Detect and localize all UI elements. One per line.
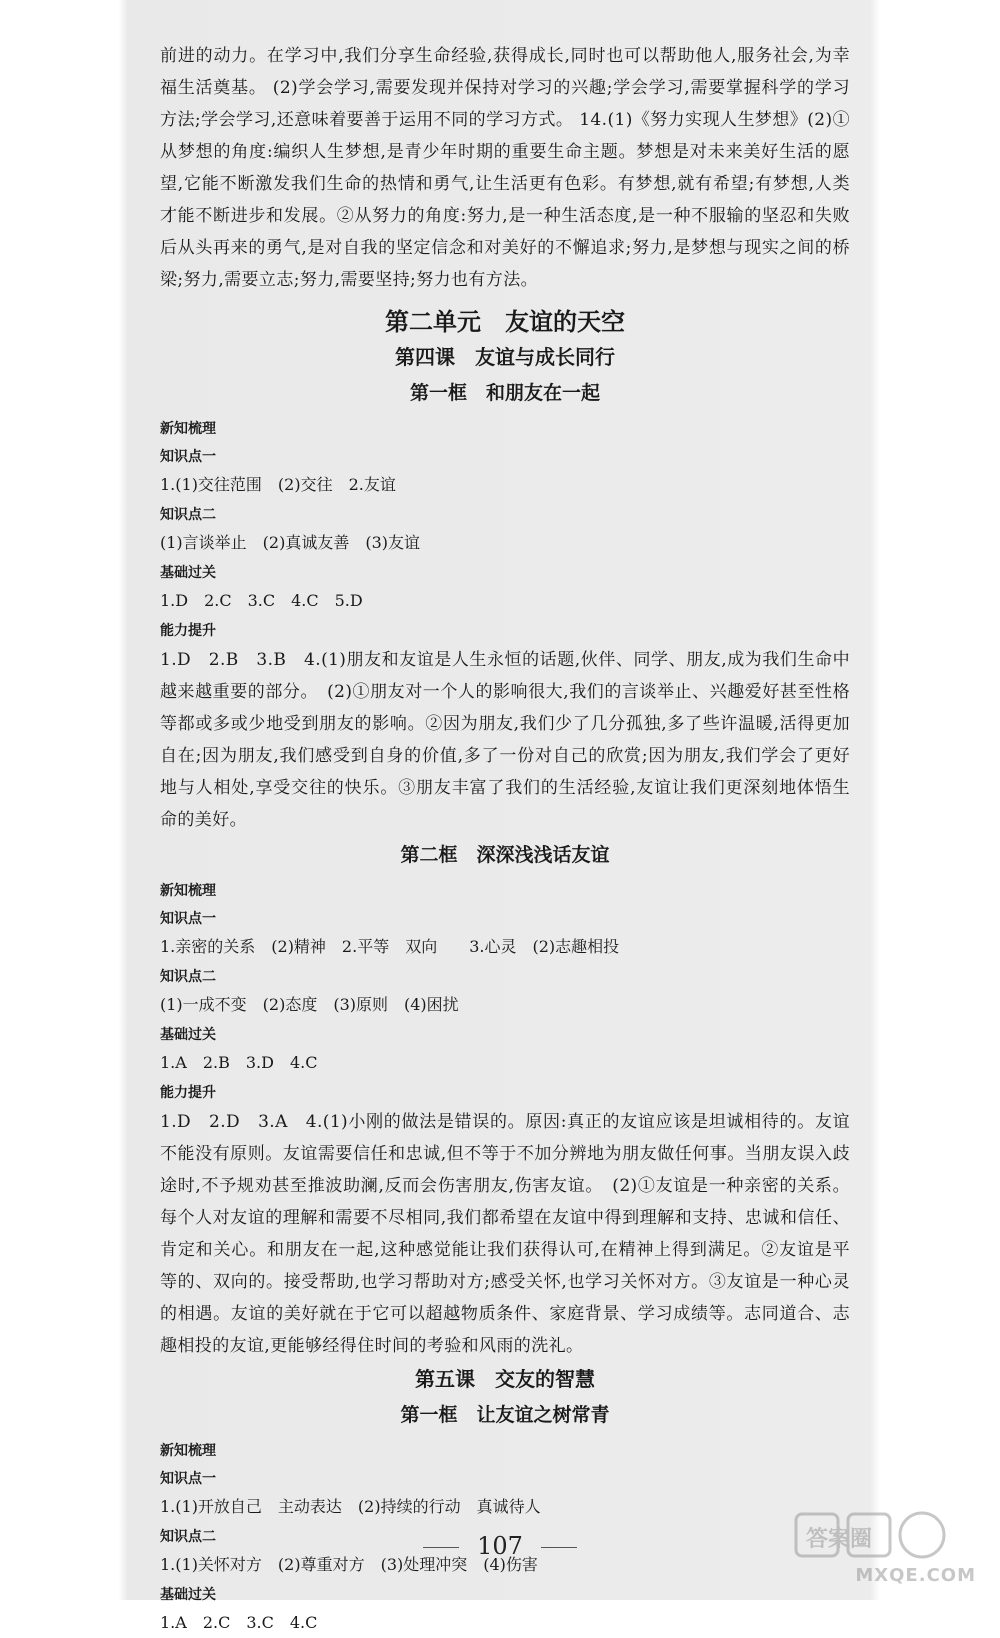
ability-section-label: 能力提升 <box>160 1085 216 1101</box>
ability-answers: 1.D 2.D 3.A 4.(1)小刚的做法是错误的。原因:真正的友谊应该是坦诚相待的。友谊不能没有原则。友谊需要信任和忠诚,但不等于不加分辨地为朋友做任何事。当朋友误入歧途时,不予规劝甚至推波助澜,反而会伤害朋友,伤害友谊。 (2)①友谊是一种亲密的关系。每个人对友谊的理解和需要不尽相同,我们都希望在友谊中得到理解和支持、忠诚和信任、肯定和关心。和朋友在一起,这种感觉能让我们获得认可,在精神上得到满足。②友谊是平等的、双向的。接受帮助,也学习帮助对方;感受关怀,也学习关怀对方。③友谊是一种心灵的相遇。友谊的美好就在于它可以超越物质条件、家庭背景、学习成绩等。志同道合、志趣相投的友谊,更能够经得住时间的考验和风雨的洗礼。 <box>160 1112 850 1356</box>
page-number-dash-right <box>541 1547 577 1548</box>
watermark-logo-text: 答案圈 <box>806 1527 873 1552</box>
page-content <box>160 40 850 1638</box>
lesson4-title: 第四课 友谊与成长同行 <box>395 345 615 369</box>
top-answer-paragraph: 前进的动力。在学习中,我们分享生命经验,获得成长,同时也可以帮助他人,服务社会,为幸福生活奠基。 (2)学会学习,需要发现并保持对学习的兴趣;学会学习,需要掌握科学的学习方法;学会学习,还意味着要善于运用不同的学习方式。 14.(1)《努力实现人生梦想》(2)①从梦想的角度:编织人生梦想,是青少年时期的重要生命主题。梦想是对未来美好生活的愿望,它能不断激发我们生命的热情和勇气,让生活更有色彩。有梦想,就有希望;有梦想,人类才能不断进步和发展。②从努力的角度:努力,是一种生活态度,是一种不服输的坚忍和失败后从头再来的勇气,是对自我的坚定信念和对美好的不懈追求;努力,是梦想与现实之间的桥梁;努力,需要立志;努力,需要坚持;努力也有方法。 <box>160 46 850 290</box>
lesson5-title: 第五课 交友的智慧 <box>415 1367 595 1391</box>
basic-section-label: 基础过关 <box>160 565 216 581</box>
knowledge-point-1-answers: 1.亲密的关系 (2)精神 2.平等 双向 3.心灵 (2)志趣相投 <box>160 937 620 956</box>
basic-answers: 1.A 2.C 3.C 4.C <box>160 1613 318 1632</box>
knowledge-point-2-label: 知识点二 <box>160 969 216 985</box>
page-number-dash-left <box>423 1547 459 1548</box>
ability-section-label: 能力提升 <box>160 623 216 639</box>
new-knowledge-heading: 新知梳理 <box>160 1443 216 1459</box>
lesson4-frame1-title: 第一框 和朋友在一起 <box>409 382 600 404</box>
basic-answers: 1.D 2.C 3.C 4.C 5.D <box>160 591 363 610</box>
new-knowledge-heading: 新知梳理 <box>160 421 216 437</box>
lesson4-frame2-title: 第二框 深深浅浅话友谊 <box>400 844 610 866</box>
knowledge-point-1-label: 知识点一 <box>160 911 216 927</box>
site-watermark <box>792 1508 982 1588</box>
knowledge-point-2-label: 知识点二 <box>160 507 216 523</box>
knowledge-point-2-answers: 1.(1)关怀对方 (2)尊重对方 (3)处理冲突 (4)伤害 <box>160 1555 538 1574</box>
unit-title: 第二单元 友谊的天空 <box>385 308 625 336</box>
knowledge-point-2-answers: (1)一成不变 (2)态度 (3)原则 (4)困扰 <box>160 995 459 1014</box>
basic-section-label: 基础过关 <box>160 1587 216 1603</box>
new-knowledge-heading: 新知梳理 <box>160 883 216 899</box>
basic-answers: 1.A 2.B 3.D 4.C <box>160 1053 318 1072</box>
knowledge-point-1-answers: 1.(1)交往范围 (2)交往 2.友谊 <box>160 475 396 494</box>
page-number-value: 107 <box>477 1532 523 1560</box>
knowledge-point-1-label: 知识点一 <box>160 449 216 465</box>
knowledge-point-1-label: 知识点一 <box>160 1471 216 1487</box>
ability-answers: 1.D 2.B 3.B 4.(1)朋友和友谊是人生永恒的话题,伙伴、同学、朋友,成为我们生命中越来越重要的部分。 (2)①朋友对一个人的影响很大,我们的言谈举止、兴趣爱好甚至性格等都或多或少地受到朋友的影响。②因为朋友,我们少了几分孤独,多了些许温暖,活得更加自在;因为朋友,我们感受到自身的价值,多了一份对自己的欣赏;因为朋友,我们学会了更好地与人相处,享受交往的快乐。③朋友丰富了我们的生活经验,友谊让我们更深刻地体悟生命的美好。 <box>160 650 850 830</box>
knowledge-point-2-answers: (1)言谈举止 (2)真诚友善 (3)友谊 <box>160 533 420 552</box>
knowledge-point-1-answers: 1.(1)开放自己 主动表达 (2)持续的行动 真诚待人 <box>160 1497 541 1516</box>
watermark-logo-icon <box>792 1508 982 1568</box>
watermark-url: MXQE.COM <box>855 1565 976 1586</box>
lesson5-frame1-title: 第一框 让友谊之树常青 <box>400 1404 610 1426</box>
knowledge-point-2-label: 知识点二 <box>160 1529 216 1545</box>
basic-section-label: 基础过关 <box>160 1027 216 1043</box>
